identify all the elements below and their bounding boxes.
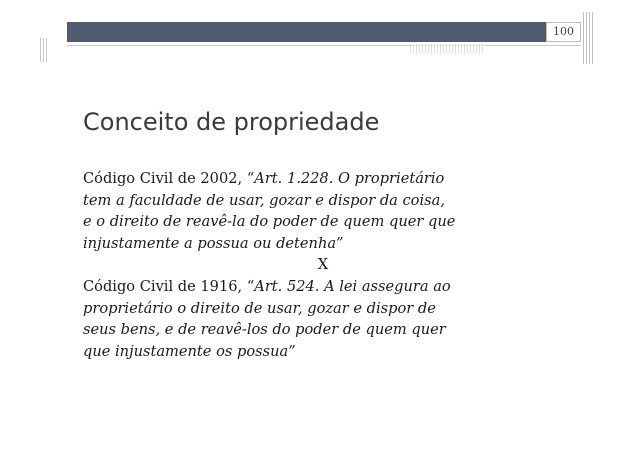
quote-line-italic: proprietário o direito de usar, gozar e dispor de [83, 299, 436, 317]
quote-2002 [83, 168, 563, 254]
quote-line [83, 233, 563, 255]
quote-line [83, 298, 563, 320]
quote-line-italic: Art. 524. A lei assegura ao [254, 277, 451, 295]
slide-title: Conceito de propriedade [83, 108, 380, 136]
quote-line-italic: tem a faculdade de usar, gozar e dispor da coisa, [83, 191, 445, 209]
slide-body [83, 168, 563, 362]
quote-line-italic: seus bens, e de reavê-los do poder de quem quer [83, 321, 446, 339]
quote-line-italic: que injustamente os possua” [83, 342, 296, 360]
quote-line-italic: injustamente a possua ou detenha” [83, 234, 344, 252]
decorative-stripes-right [583, 12, 593, 64]
quote-line-italic: e o direito de reavê-la do poder de quem quer que [83, 213, 456, 231]
quote-line-plain: Código Civil de 2002, “ [83, 170, 255, 187]
quote-line [83, 168, 563, 190]
quote-line-italic: Art. 1.228. O proprietário [254, 170, 445, 187]
quote-line [83, 341, 563, 363]
header-divider [67, 45, 581, 46]
quote-line [83, 319, 563, 341]
quote-line [83, 190, 563, 212]
decorative-stripes-bottom [410, 44, 485, 54]
versus-separator: X [317, 256, 329, 274]
decorative-stripes-left [40, 38, 48, 62]
slide-number: 100 [553, 25, 574, 38]
quote-line [83, 211, 563, 233]
header-bar [67, 22, 581, 42]
quote-line [83, 276, 563, 298]
quote-line-plain: Código Civil de 1916, “ [83, 277, 255, 295]
quote-1916 [83, 276, 563, 362]
